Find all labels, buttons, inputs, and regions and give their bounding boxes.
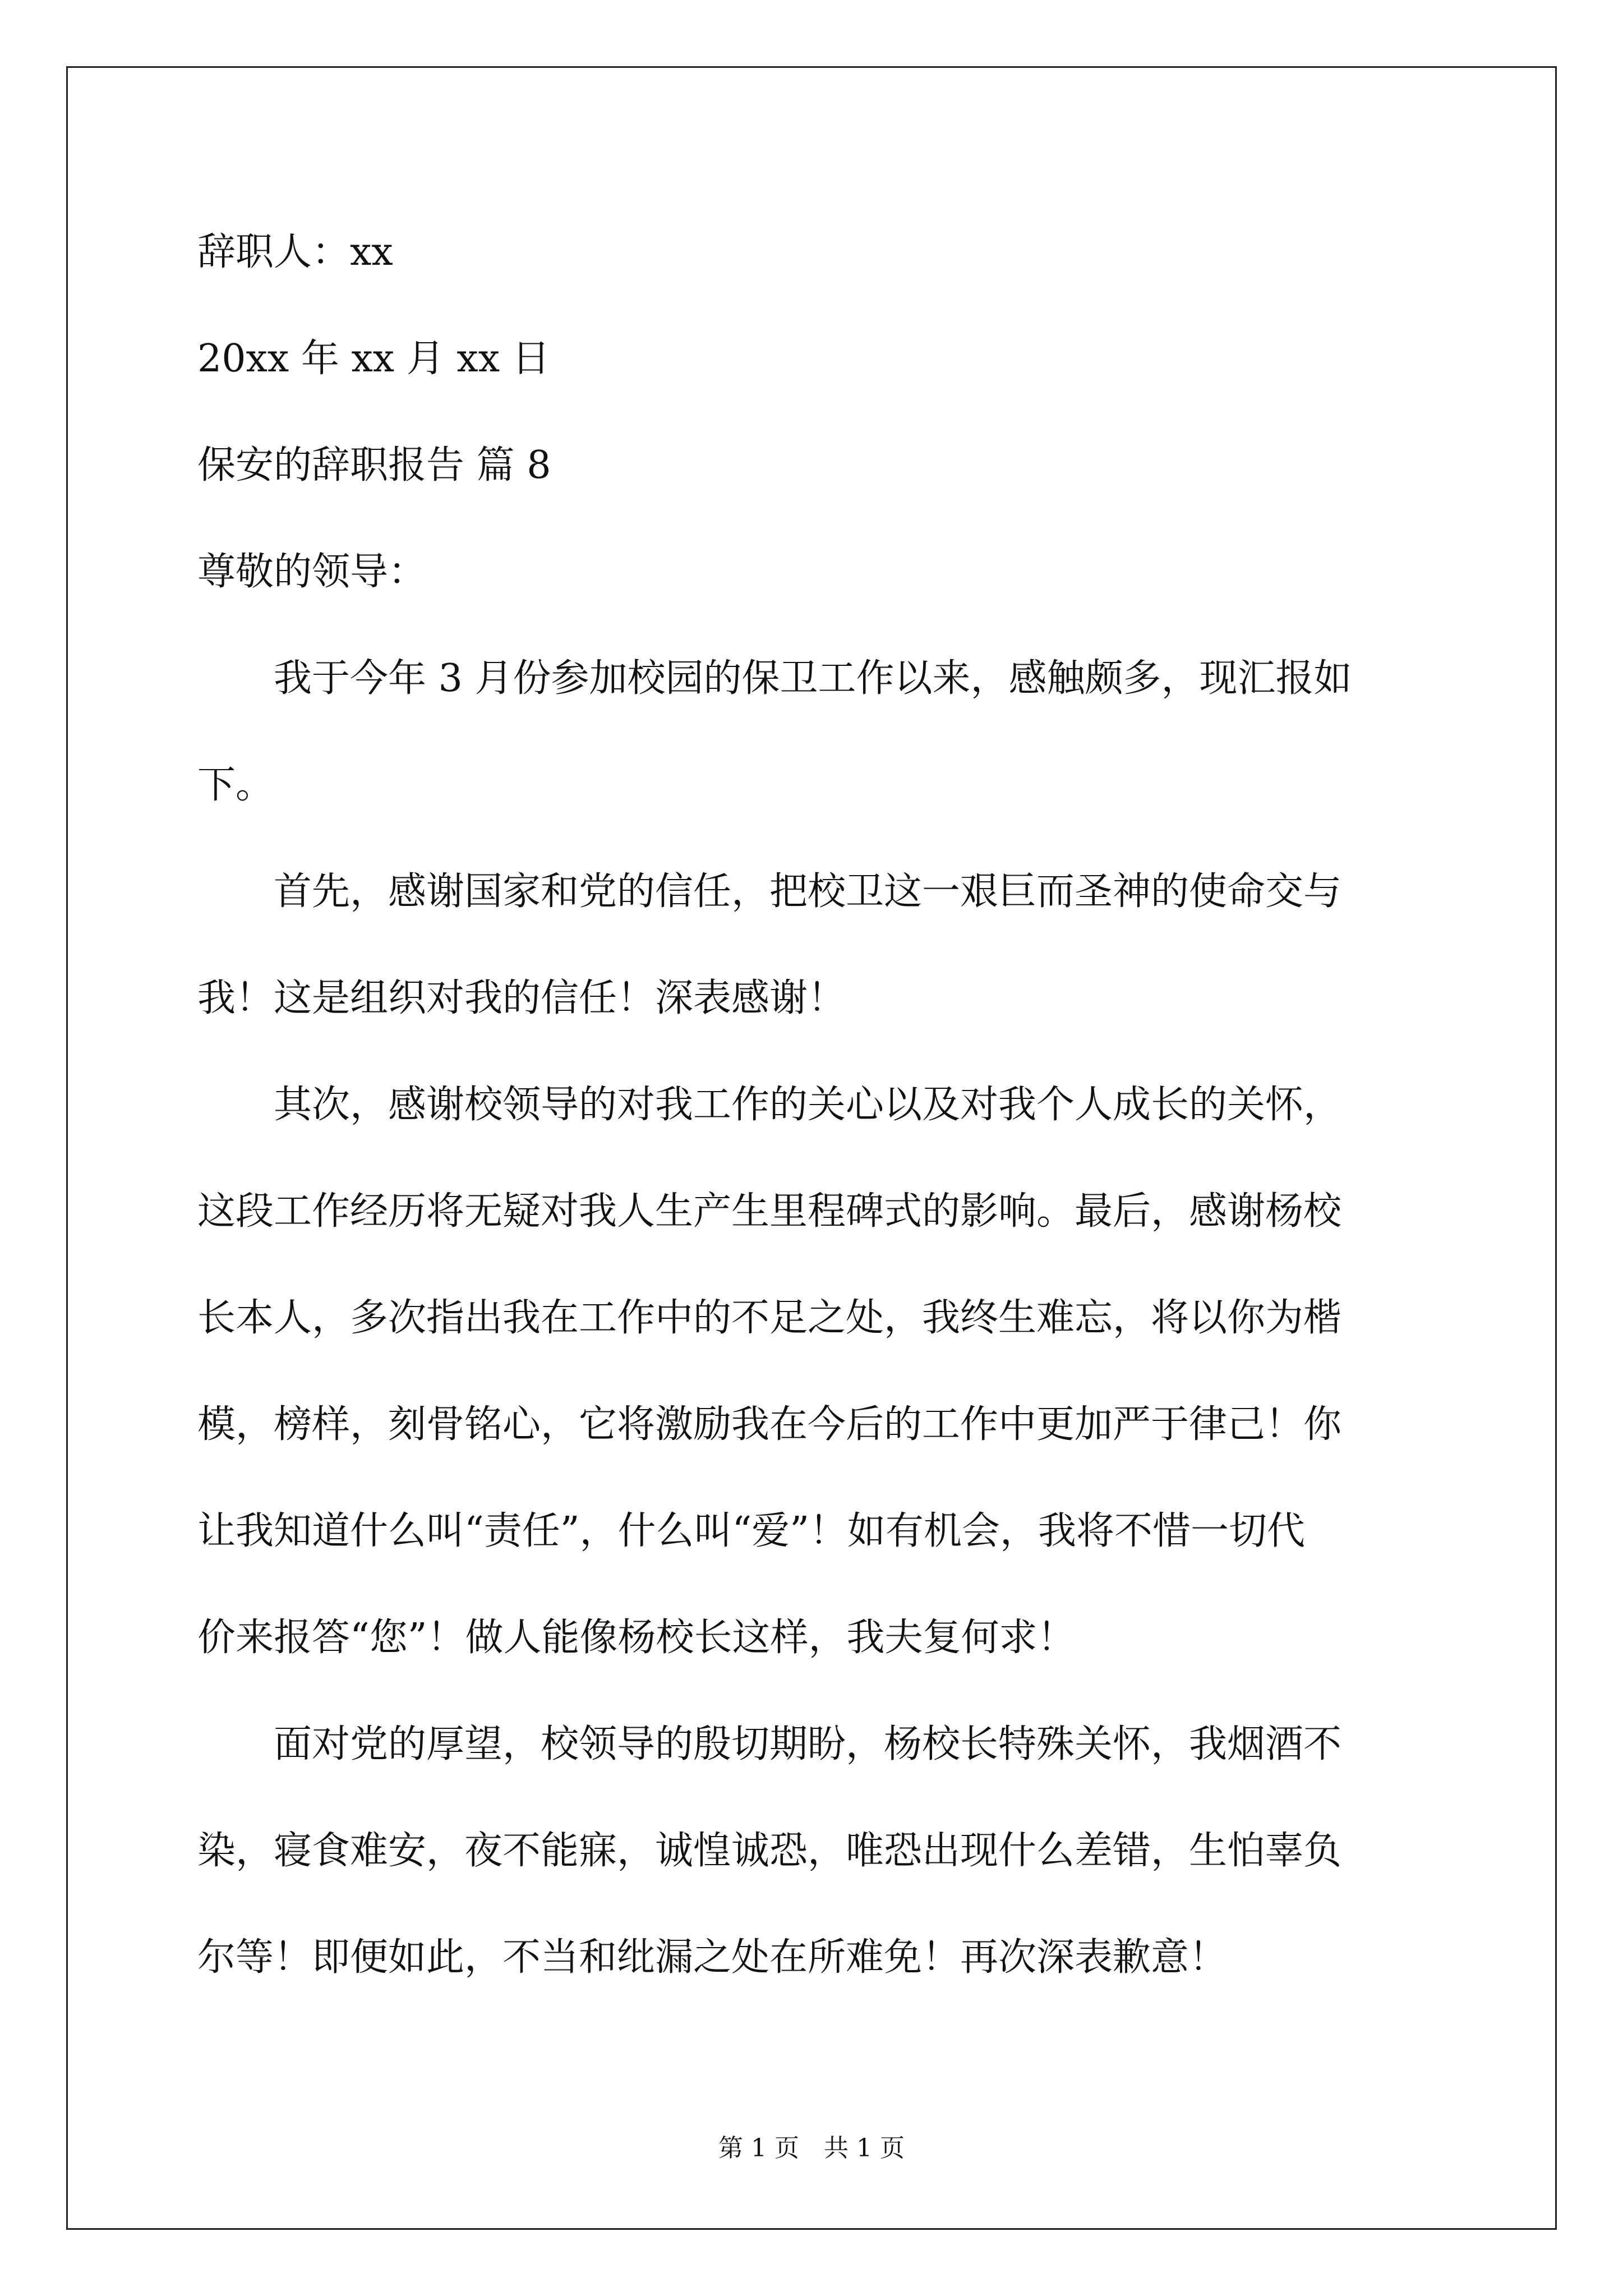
paragraph-line: 让我知道什么叫“责任”，什么叫“爱”！如有机会，我将不惜一切代: [197, 1509, 1306, 1553]
paragraph-line: 这段工作经历将无疑对我人生产生里程碑式的影响。最后，感谢杨校: [197, 1189, 1342, 1234]
salutation: 尊敬的领导：: [197, 550, 427, 594]
paragraph-line: 其次，感谢校领导的对我工作的关心以及对我个人成长的关怀，: [197, 1083, 1342, 1127]
paragraph-line: 面对党的厚望，校领导的殷切期盼，杨校长特殊关怀，我烟酒不: [197, 1722, 1342, 1766]
signature-line: 辞职人：xx: [197, 230, 393, 274]
paragraph-line: 下。: [197, 763, 274, 807]
page-border: [66, 66, 1557, 2230]
page-number-footer: 第 1 页 共 1 页: [718, 2134, 905, 2162]
paragraph-line: 长本人，多次指出我在工作中的不足之处，我终生难忘，将以你为楷: [197, 1296, 1342, 1340]
date-line: 20xx 年 xx 月 xx 日: [197, 337, 550, 381]
paragraph-line: 尔等！即便如此，不当和纰漏之处在所难免！再次深表歉意！: [197, 1935, 1228, 1980]
paragraph-line: 首先，感谢国家和党的信任，把校卫这一艰巨而圣神的使命交与: [197, 869, 1342, 914]
paragraph-line: 我！这是组织对我的信任！深表感谢！: [197, 976, 846, 1020]
paragraph-line: 染，寝食难安，夜不能寐，诚惶诚恐，唯恐出现什么差错，生怕辜负: [197, 1829, 1342, 1873]
paragraph-line: 模，榜样，刻骨铭心，它将激励我在今后的工作中更加严于律己！你: [197, 1402, 1342, 1447]
paragraph-line: 价来报答“您”！做人能像杨校长这样，我夫复何求！: [197, 1616, 1076, 1660]
paragraph-line: 我于今年 3 月份参加校园的保卫工作以来，感触颇多，现汇报如: [197, 656, 1352, 701]
section-title: 保安的辞职报告 篇 8: [197, 443, 551, 487]
